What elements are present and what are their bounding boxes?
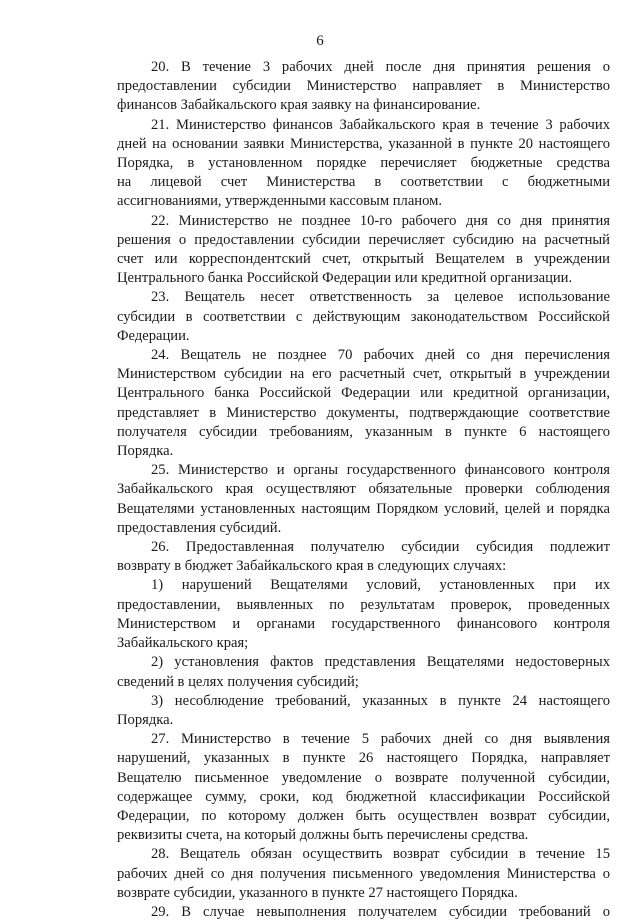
- text-line: 1) нарушений Вещателями условий, установленных при их: [151, 577, 610, 594]
- text-line: Забайкальского края осуществляют обязательные проверки соблюдения: [117, 481, 610, 498]
- text-line: Федерации, по которому должен быть осуществлен возврат субсидии,: [117, 807, 610, 824]
- text-line: решения о предоставлении субсидии перечисляет субсидию на расчетный: [117, 231, 610, 248]
- text-line: Порядка.: [117, 443, 174, 460]
- text-line: финансов Забайкальского края заявку на финансирование.: [117, 97, 481, 114]
- text-line: возврате субсидии, указанного в пункте 27 настоящего Порядка.: [117, 884, 518, 901]
- text-line: представляет в Министерство документы, подтверждающие соответствие: [117, 404, 610, 421]
- text-line: рабочих дней со дня получения письменного уведомления Министерства о: [117, 865, 610, 882]
- text-line: 3) несоблюдение требований, указанных в пункте 24 настоящего: [151, 692, 610, 709]
- text-line: предоставления субсидий.: [117, 519, 282, 536]
- text-line: 25. Министерство и органы государственного финансового контроля: [151, 462, 610, 479]
- text-line: Забайкальского края;: [117, 635, 249, 652]
- text-line: 2) установления фактов представления Вещателями недостоверных: [151, 654, 610, 671]
- text-line: 29. В случае невыполнения получателем субсидии требований о: [151, 903, 610, 920]
- text-line: нарушений, указанных в пункте 26 настоящего Порядка, направляет: [117, 750, 610, 767]
- text-line: содержащее сумму, сроки, код бюджетной классификации Российской: [117, 788, 610, 805]
- text-line: Федерации.: [117, 327, 190, 344]
- text-line: 20. В течение 3 рабочих дней после дня принятия решения о: [151, 59, 610, 75]
- text-line: счет или корреспондентский счет, открытый Вещателем в учреждении: [117, 251, 610, 268]
- document-body: [117, 58, 610, 922]
- text-line: сведений в целях получения субсидий;: [117, 673, 359, 690]
- text-line: 23. Вещатель несет ответственность за целевое использование: [151, 289, 610, 306]
- text-line: возврату в бюджет Забайкальского края в следующих случаях:: [117, 558, 507, 575]
- text-line: 28. Вещатель обязан осуществить возврат субсидии в течение 15: [151, 846, 610, 863]
- text-line: 21. Министерство финансов Забайкальского края в течение 3 рабочих: [151, 116, 610, 133]
- text-line: ассигнованиями, утвержденными кассовым планом.: [117, 193, 443, 210]
- text-line: Вещателями установленных настоящим Порядком условий, целей и порядка: [117, 500, 610, 517]
- text-line: предоставлении, выявленных по результатам проверок, проведенных: [117, 596, 610, 613]
- text-line: Центрального банка Российской Федерации или кредитной организации.: [117, 270, 573, 287]
- text-line: 26. Предоставленная получателю субсидии субсидия подлежит: [151, 539, 610, 556]
- text-line: Порядка, в установленном порядке перечисляет бюджетные средства: [117, 155, 610, 172]
- text-line: получателя субсидии требованиям, указанным в пункте 6 настоящего: [117, 423, 610, 440]
- text-line: 27. Министерство в течение 5 рабочих дней со дня выявления: [151, 731, 610, 748]
- text-line: предоставлении субсидии Министерство направляет в Министерство: [117, 78, 610, 95]
- page-number: 6: [316, 33, 324, 49]
- text-line: Министерством субсидии на его расчетный счет, открытый в учреждении: [117, 366, 610, 383]
- text-line: 22. Министерство не позднее 10-го рабочего дня со дня принятия: [151, 212, 610, 229]
- text-line: реквизиты счета, на который должны быть перечислены средства.: [117, 827, 529, 844]
- text-line: дней на основании заявки Министерства, указанной в пункте 20 настоящего: [117, 135, 610, 152]
- text-line: Министерством и органами государственного финансового контроля: [117, 615, 610, 632]
- text-line: 24. Вещатель не позднее 70 рабочих дней со дня перечисления: [151, 347, 610, 364]
- text-line: Порядка.: [117, 711, 174, 728]
- text-line: на лицевой счет Министерства в соответствии с бюджетными: [117, 174, 610, 191]
- text-line: Вещателю письменное уведомление о возврате полученной субсидии,: [117, 769, 610, 786]
- text-line: Центрального банка Российской Федерации или кредитной организации,: [117, 385, 610, 402]
- text-line: субсидии в соответствии с действующим законодательством Российской: [117, 308, 610, 325]
